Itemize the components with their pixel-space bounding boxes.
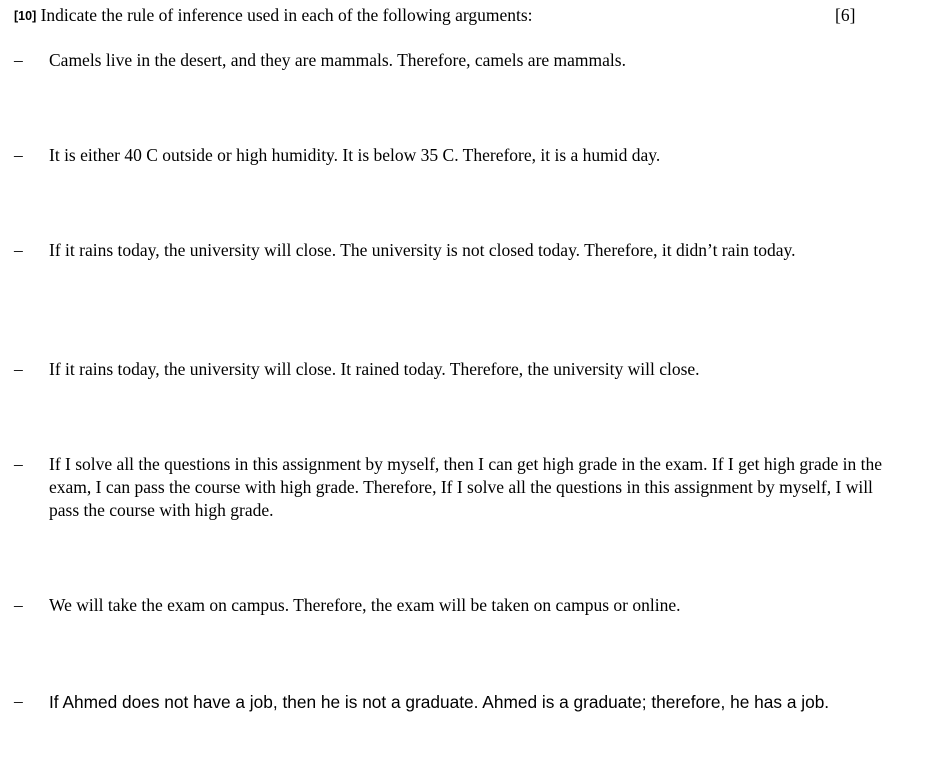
bullet-dash: – — [14, 50, 23, 70]
question-prompt: Indicate the rule of inference used in each of the following arguments: — [40, 5, 533, 25]
argument-text-3: If it rains today, the university will close. The university is not closed today. Therefore, it didn’t rain today. — [49, 240, 796, 260]
question-number: [10] — [14, 9, 37, 23]
argument-text-2: It is either 40 C outside or high humidity. It is below 35 C. Therefore, it is a humid day. — [49, 145, 661, 165]
bullet-dash: – — [14, 595, 23, 615]
argument-text-5: If I solve all the questions in this assignment by myself, then I can get high grade in the exam. If I get high grade in the exam, I can pass the course with high grade. Therefore, If I solve all the questions in this assignment by myself, I will pass the course with high grade. — [49, 454, 882, 520]
bullet-dash: – — [14, 454, 23, 474]
bullet-dash: – — [14, 359, 23, 379]
question-header — [14, 4, 919, 26]
bullet-dash: – — [14, 691, 23, 711]
bullet-dash: – — [14, 145, 23, 165]
argument-text-6: We will take the exam on campus. Therefore, the exam will be taken on campus or online. — [49, 595, 681, 615]
argument-text-7: If Ahmed does not have a job, then he is not a graduate. Ahmed is a graduate; therefore, he has a job. — [49, 692, 830, 712]
question-marks: [6] — [835, 5, 856, 25]
bullet-dash: – — [14, 240, 23, 260]
argument-text-4: If it rains today, the university will close. It rained today. Therefore, the university will close. — [49, 359, 700, 379]
argument-text-1: Camels live in the desert, and they are mammals. Therefore, camels are mammals. — [49, 50, 626, 70]
